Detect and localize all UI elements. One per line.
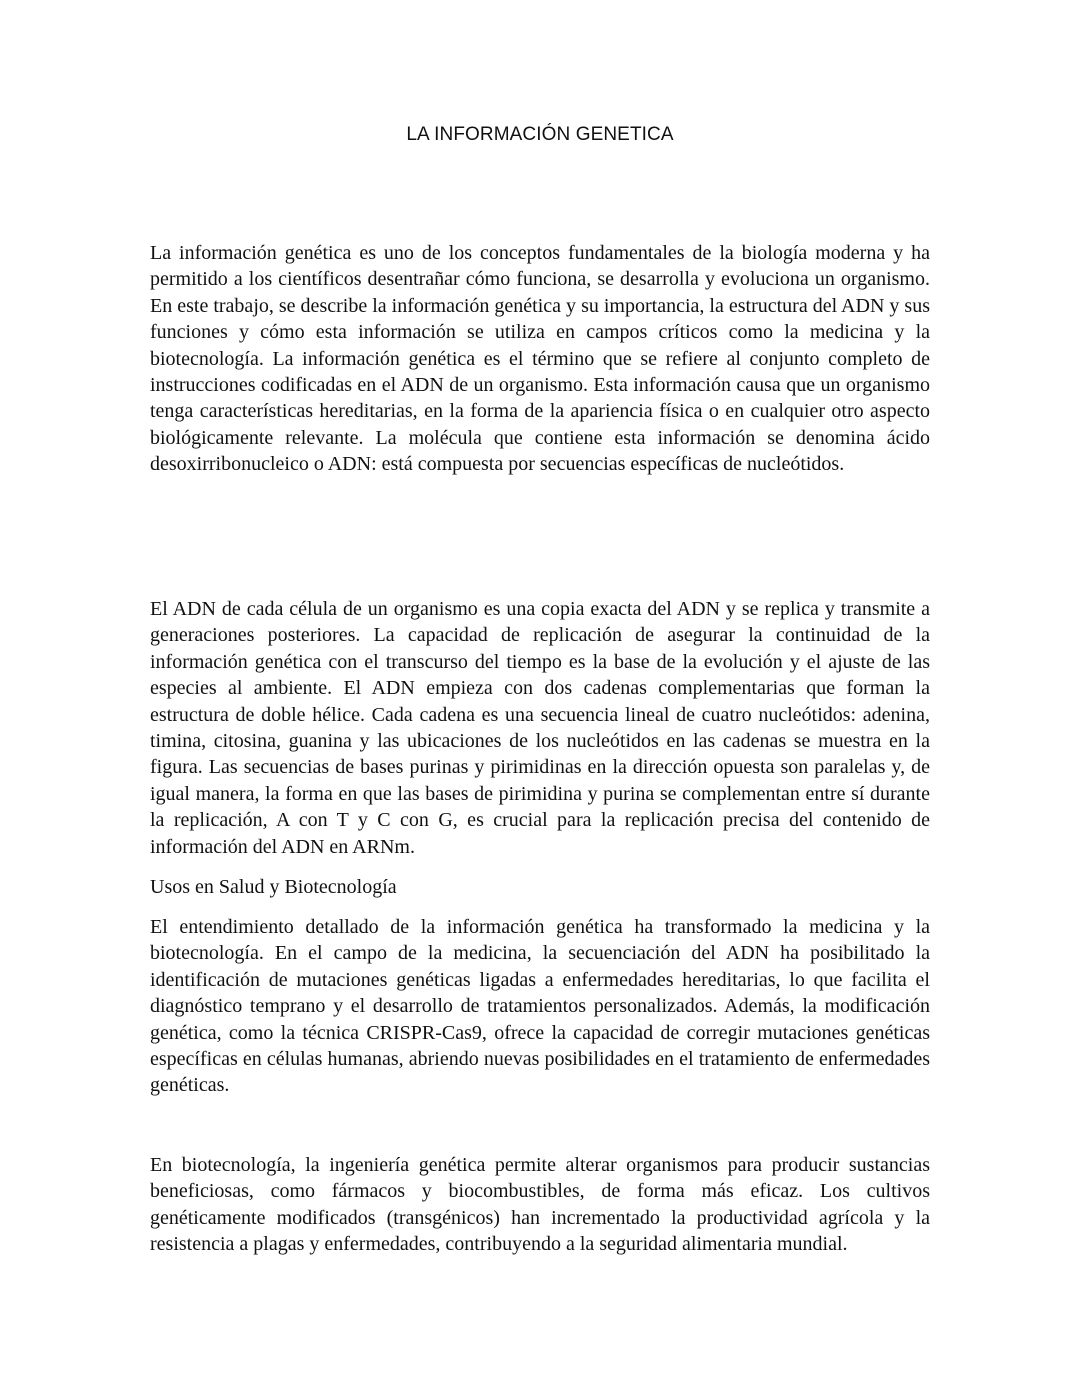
paragraph-introduction: La información genética es uno de los conceptos fundamentales de la biología moderna y ha permitido a los científicos desentrañar cómo funciona, se desarrolla y evoluciona un organismo. En este trabajo, se describe la información genética y su importancia, la estructura del ADN y sus funciones y cómo esta información se utiliza en campos críticos como la medicina y la biotecnología. La información genética es el término que se refiere al conjunto completo de instrucciones codificadas en el ADN de un organismo. Esta información causa que un organismo tenga características hereditarias, en la forma de la apariencia física o en cualquier otro aspecto biológicamente relevante. La molécula que contiene esta información se denomina ácido desoxirribonucleico o ADN: está compuesta por secuencias específicas de nucleótidos. — [150, 242, 930, 476]
paragraph-adn-structure: El ADN de cada célula de un organismo es una copia exacta del ADN y se replica y transmite a generaciones posteriores. La capacidad de replicación de asegurar la continuidad de la información genética con el transcurso del tiempo es la base de la evolución y el ajuste de las especies al ambiente. El ADN empieza con dos cadenas complementarias que forman la estructura de doble hélice. Cada cadena es una secuencia lineal de cuatro nucleótidos: adenina, timina, citosina, guanina y las ubicaciones de los nucleótidos en las cadenas se muestra en la figura. Las secuencias de bases purinas y pirimidinas en la dirección opuesta son paralelas y, de igual manera, la forma en que las bases de pirimidina y purina se complementan entre sí durante la replicación, A con T y C con G, es crucial para la replicación precisa del contenido de información del ADN en ARNm. — [150, 598, 930, 858]
document-title: LA INFORMACIÓN GENETICA — [406, 124, 674, 145]
paragraph-biotechnology: En biotecnología, la ingeniería genética permite alterar organismos para producir sustancias beneficiosas, como fármacos y biocombustibles, de forma más eficaz. Los cultivos genéticamente modificados (transgénicos) han incrementado la productividad agrícola y la resistencia a plagas y enfermedades, contribuyendo a la seguridad alimentaria mundial. — [150, 1154, 930, 1256]
paragraph-medicine: El entendimiento detallado de la información genética ha transformado la medicina y la biotecnología. En el campo de la medicina, la secuenciación del ADN ha posibilitado la identificación de mutaciones genéticas ligadas a enfermedades hereditarias, lo que facilita el diagnóstico temprano y el desarrollo de tratamientos personalizados. Además, la modificación genética, como la técnica CRISPR-Cas9, ofrece la capacidad de corregir mutaciones genéticas específicas en células humanas, abriendo nuevas posibilidades en el tratamiento de enfermedades genéticas. — [150, 916, 930, 1097]
section-heading: Usos en Salud y Biotecnología — [150, 876, 397, 898]
